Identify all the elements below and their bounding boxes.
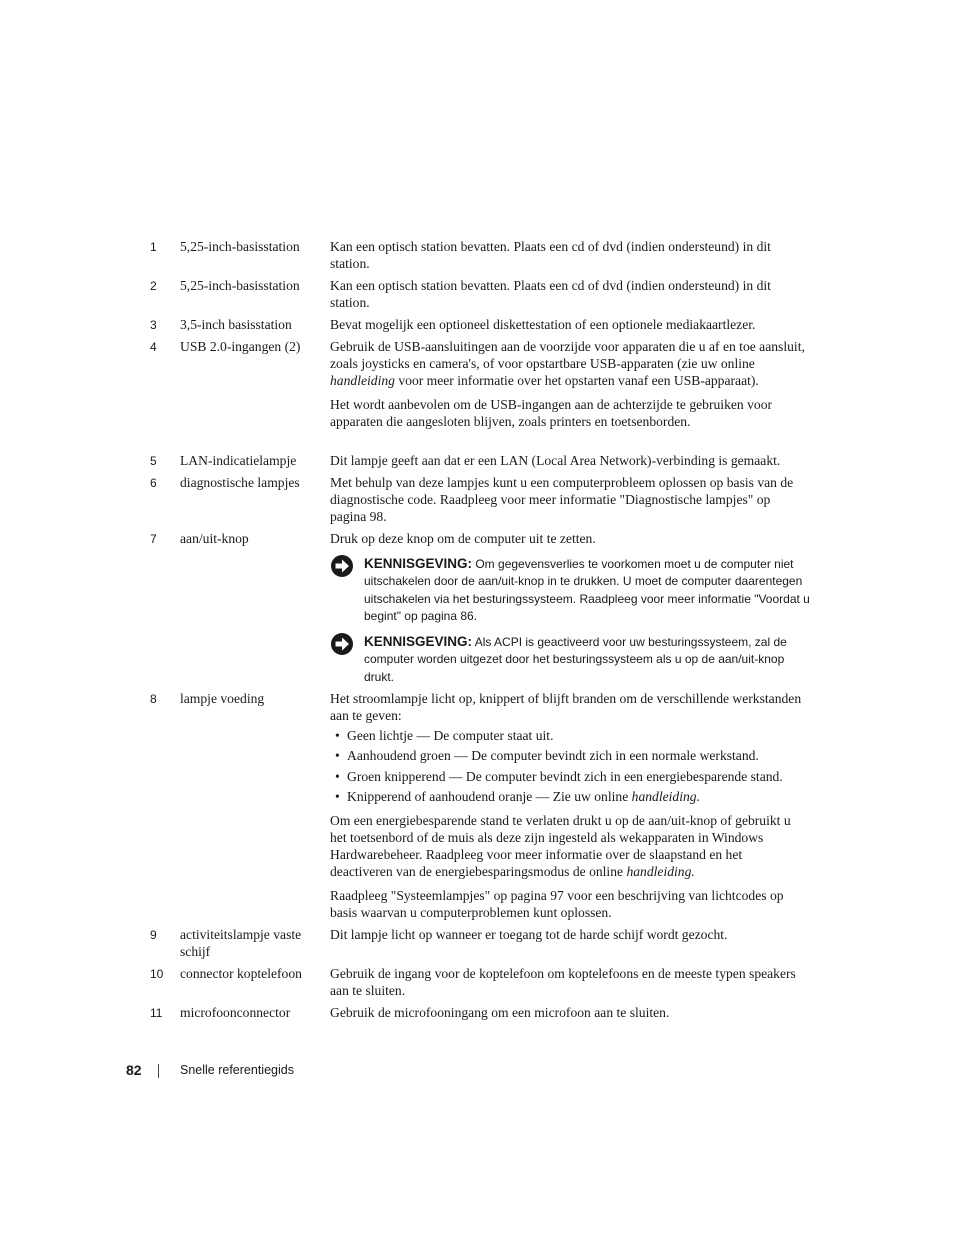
row-description [330,338,808,430]
row-term: diagnostische lampjes [180,475,300,490]
row-number: 3 [150,318,157,332]
row-number: 6 [150,476,157,490]
list-item: • Groen knipperend — De computer bevindt zich in een energiebesparende stand. [330,767,810,787]
row-description: Gebruik de microfooningang om een microfoon aan te sluiten. [330,1005,670,1020]
row-number: 1 [150,240,157,254]
notice-arrow-icon [330,632,354,656]
row-term: 5,25-inch-basisstation [180,278,300,293]
row-number: 11 [150,1006,163,1020]
list-item: • Geen lichtje — De computer staat uit. [330,726,810,746]
row-term: aan/uit-knop [180,531,249,546]
emphasis: handleiding. [626,864,695,879]
row-term: LAN-indicatielampje [180,453,297,468]
emphasis: handleiding. [631,788,700,804]
notice-text: KENNISGEVING: Om gegevensverlies te voorkomen moet u de computer niet uitschakelen door de aan/uit-knop in te drukken. U moet de computer daarentegen uitschakelen via het besturingssysteem. Raadpleeg voor meer informatie "Voordat u begint" op pagina 86. [364,556,810,623]
list-item: • Aanhoudend groen — De computer bevindt zich in een normale werkstand. [330,746,810,766]
bullet-icon: • [335,748,340,764]
row-description: Dit lampje licht op wanneer er toegang tot de harde schijf wordt gezocht. [330,927,728,942]
row-description: Dit lampje geeft aan dat er een LAN (Local Area Network)-verbinding is gemaakt. [330,453,781,468]
list-item: • Knipperend of aanhoudend oranje — Zie uw online handleiding. [330,787,810,807]
notice-arrow-icon [330,554,354,578]
row-description: Gebruik de ingang voor de koptelefoon om koptelefoons en de meeste typen speakers aan te sluiten. [330,966,796,998]
row-number: 10 [150,967,164,981]
row-term: USB 2.0-ingangen (2) [180,339,301,354]
bullet-icon: • [335,768,340,784]
usb-rear-paragraph: Het wordt aanbevolen om de USB-ingangen aan de achterzijde te gebruiken voor apparaten die aangesloten blijven, zoals printers en toetsenborden. [330,397,773,429]
row-description: Druk op deze knop om de computer uit te zetten. [330,531,596,546]
bullet-icon: • [335,788,340,804]
row-number: 2 [150,279,157,293]
row-term: 3,5-inch basisstation [180,317,292,332]
row-description-continued [330,812,808,921]
row-number: 5 [150,454,157,468]
row-term: lampje voeding [180,691,265,706]
footer-divider [158,1064,159,1078]
row-description: Met behulp van deze lampjes kunt u een computerprobleem oplossen op basis van de diagnostische code. Raadpleeg voor meer informatie "Diagnostische lampjes" op pagina 98. [330,475,794,524]
row-term: microfoonconnector [180,1005,291,1020]
row-number: 7 [150,532,157,546]
usb-front-paragraph: Gebruik de USB-aansluitingen aan de voorzijde voor apparaten die u af en toe aansluit, zoals joysticks en camera's, of voor opstartbare USB-apparaten (zie uw online handleiding voor meer informatie over het opstarten vanaf een USB-apparaat). [330,339,805,388]
row-description: Het stroomlampje licht op, knippert of blijft branden om de verschillende werkstanden aan te geven: [330,691,802,723]
page-number: 82 [126,1062,142,1078]
notice-text: KENNISGEVING: Als ACPI is geactiveerd voor uw besturingssysteem, zal de computer worden uitgezet door het besturingssysteem als u op de aan/uit-knop drukt. [364,634,787,684]
power-light-states-list [330,726,810,807]
row-description: Bevat mogelijk een optioneel diskettestation of een optionele mediakaartlezer. [330,317,756,332]
footer-title: Snelle referentiegids [180,1063,294,1077]
notice-label: KENNISGEVING: [364,556,473,571]
system-lights-paragraph: Raadpleeg "Systeemlampjes" op pagina 97 voor een beschrijving van lichtcodes op basis waarvan u computerproblemen kunt oplossen. [330,888,784,920]
row-description: Kan een optisch station bevatten. Plaats een cd of dvd (indien ondersteund) in dit station. [330,239,771,271]
emphasis: handleiding [330,373,395,388]
row-term: 5,25-inch-basisstation [180,239,300,254]
row-description: Kan een optisch station bevatten. Plaats een cd of dvd (indien ondersteund) in dit station. [330,278,771,310]
row-number: 9 [150,928,157,942]
standby-paragraph: Om een energiebesparende stand te verlaten drukt u op de aan/uit-knop of gebruikt u het toetsenbord of de muis als deze zijn ingesteld als wekapparaten in Windows Hardwarebeheer. Raadpleeg voor meer informatie over de slaapstand en het deactiveren van de energiebesparingsmodus de online handleiding. [330,813,791,879]
bullet-icon: • [335,728,340,743]
row-term: activiteitslampje vaste schijf [180,927,302,959]
row-number: 8 [150,692,157,706]
notice-label: KENNISGEVING: [364,634,473,649]
row-number: 4 [150,340,157,354]
row-term: connector koptelefoon [180,966,302,981]
